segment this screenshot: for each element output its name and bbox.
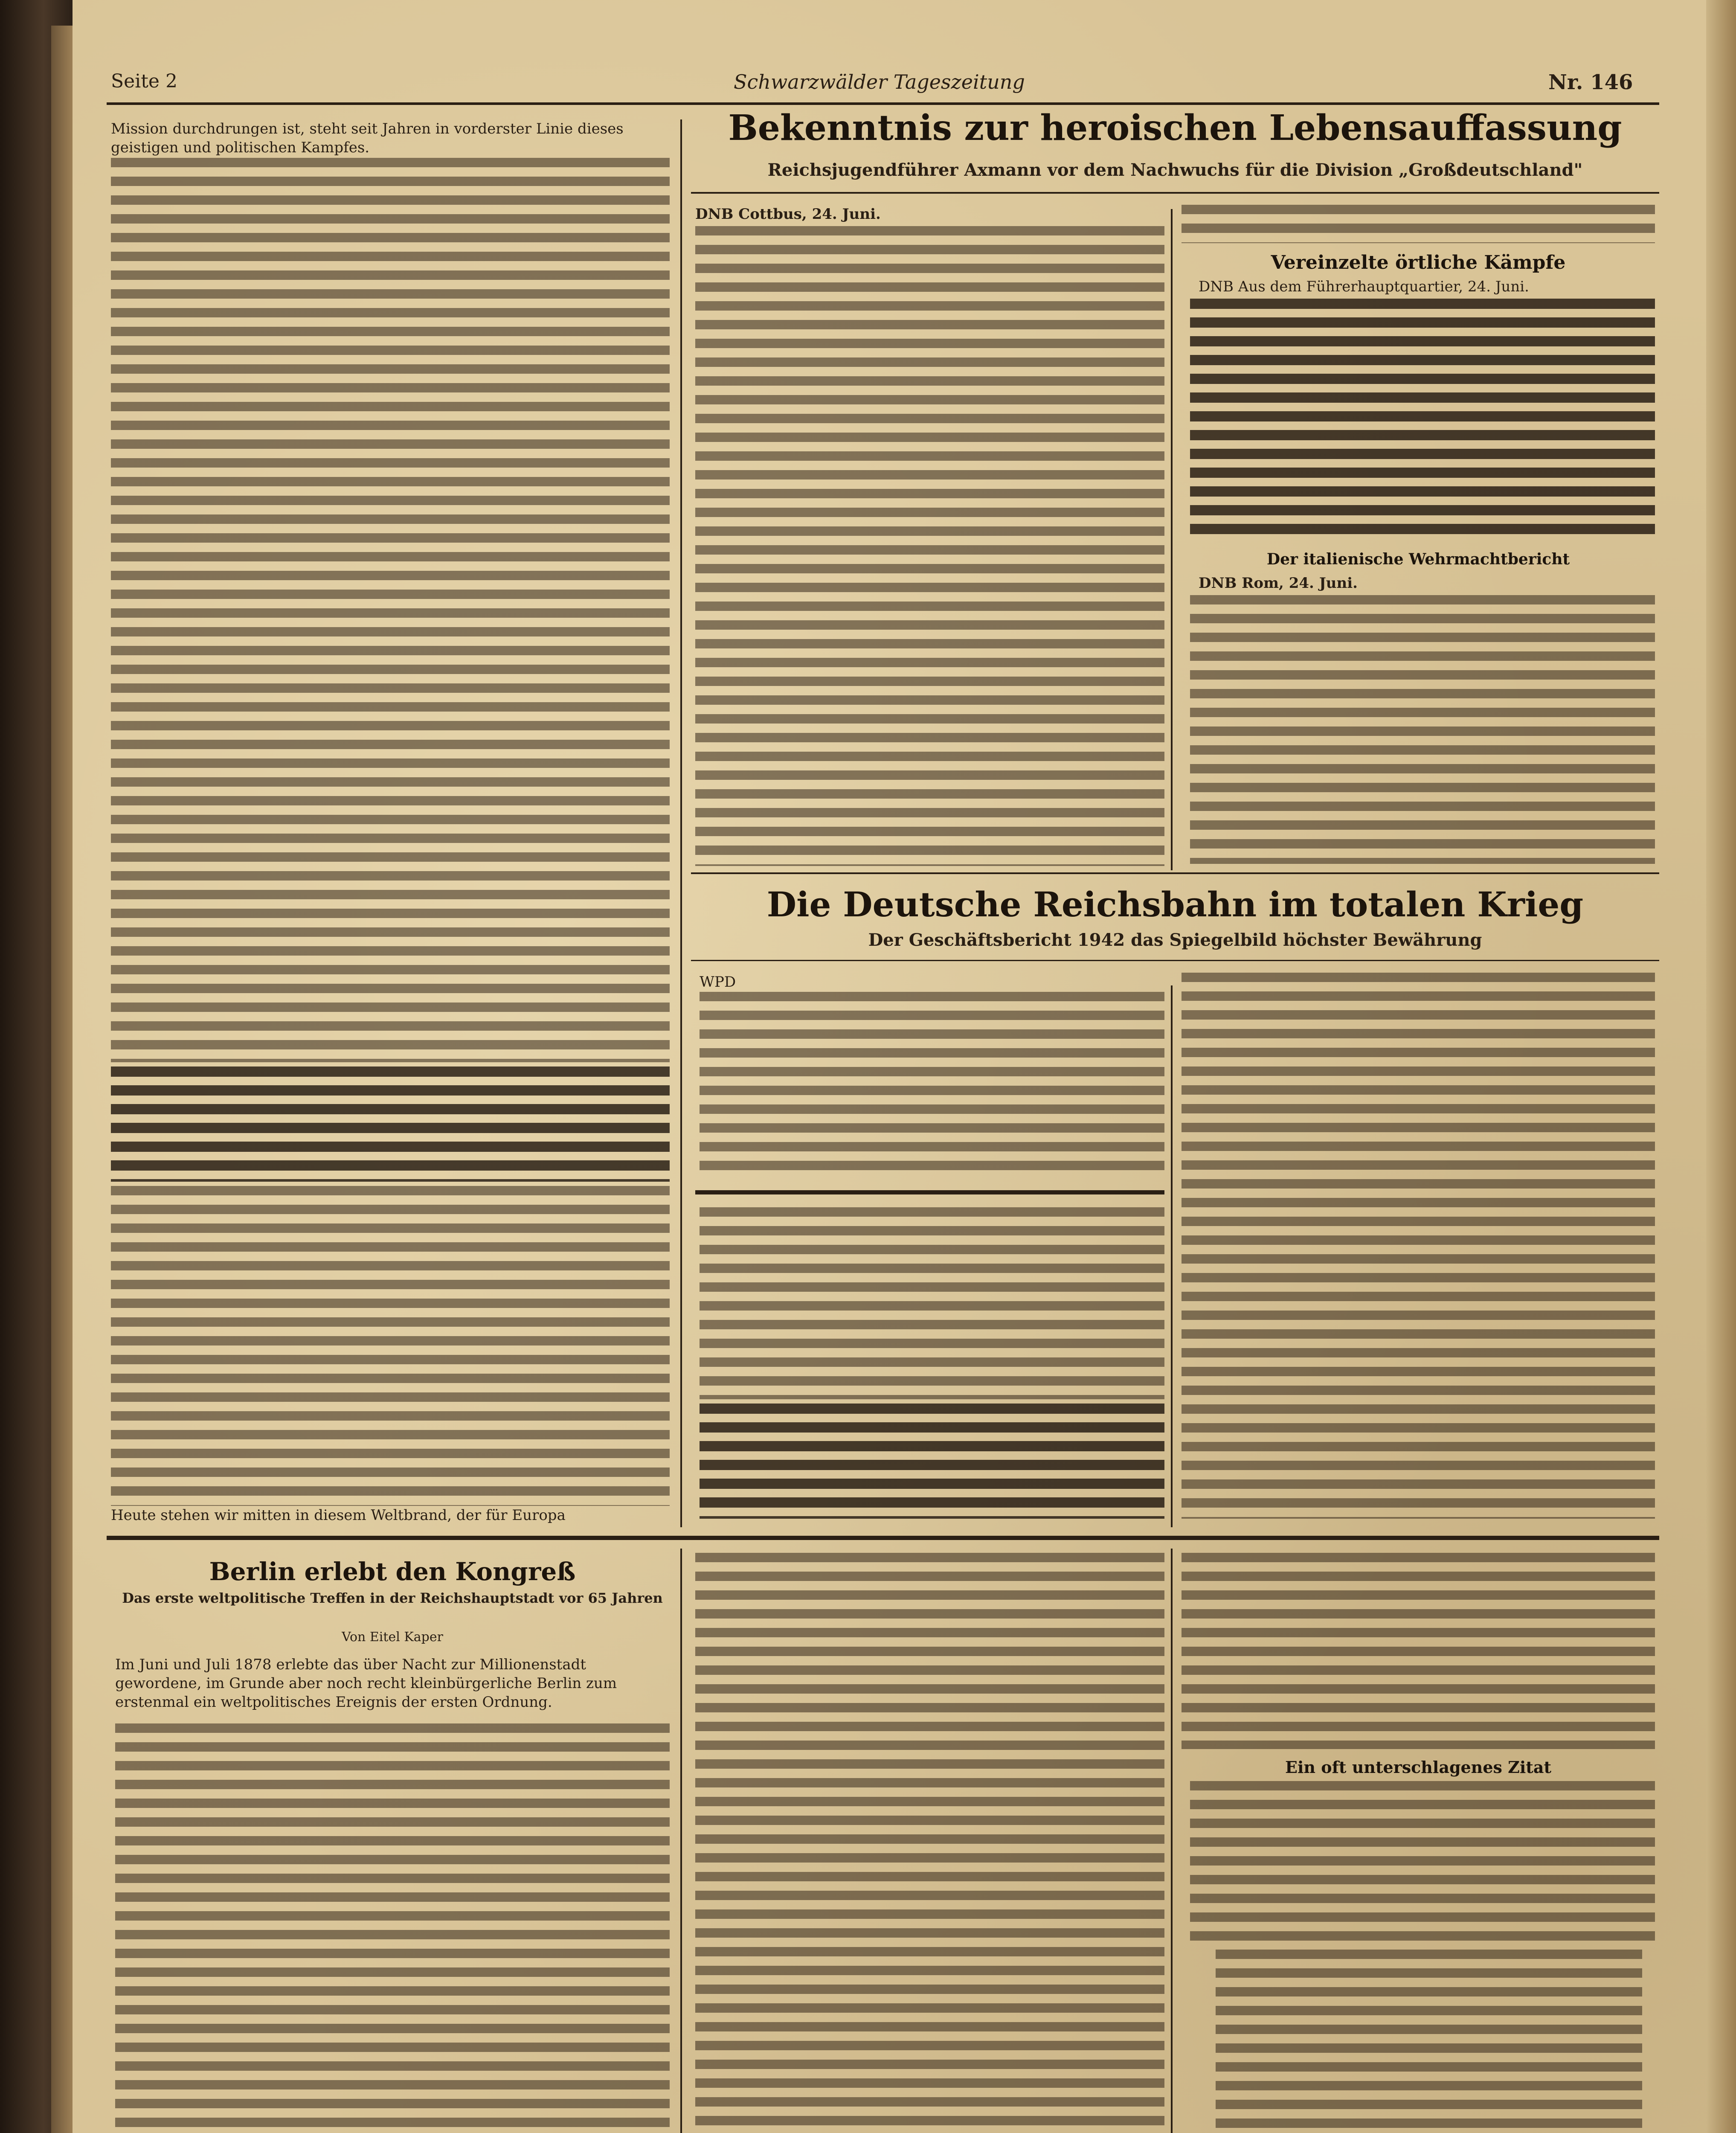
issue-number: Nr. 146 [1548,70,1633,94]
bekenntnis-continuation [1182,205,1655,243]
page-number: Seite 2 [111,70,177,92]
column-divider-bottom-2 [1171,1549,1173,2133]
dateline-italienisch: DNB Rom, 24. Juni. [1199,575,1358,592]
dateline-reichsbahn: WPD [700,974,736,991]
headline-bekenntnis: Bekenntnis zur heroischen Lebensauffassung [728,108,1622,148]
bekenntnis-rule [691,192,1659,194]
column-divider-bottom-1 [680,1549,682,2133]
reichsbahn-body-right [1182,973,1655,1519]
reichsbahn-body-mid [700,1207,1164,1399]
section-divider [107,1536,1659,1540]
newspaper-page [73,0,1736,2133]
kongress-body-left [115,1723,670,2133]
zitat-verse [1216,1950,1642,2133]
kongress-body-middle [695,1553,1164,2133]
left-column-body [111,158,670,1062]
reichsbahn-bold-passage [700,1404,1164,1519]
italienisch-body [1190,595,1655,864]
column-divider-2 [1171,209,1173,870]
zitat-body [1190,1781,1655,1943]
dateline-kaempfe: DNB Aus dem Führerhauptquartier, 24. Juni. [1199,278,1529,295]
left-column-body-2 [111,1186,670,1506]
reichsbahn-intro-body [700,992,1164,1180]
kaempfe-body [1190,299,1655,538]
adjacent-page-edge [1706,0,1736,2133]
kongress-body-right [1182,1553,1655,1749]
subheadline-kongress: Das erste weltpolitische Treffen in der Reichshauptstadt vor 65 Jahren [122,1590,663,1606]
dateline-bekenntnis: DNB Cottbus, 24. Juni. [695,206,881,223]
left-column-bold-passage [111,1066,670,1182]
subheadline-reichsbahn: Der Geschäftsbericht 1942 das Spiegelbild höchster Bewährung [868,930,1482,950]
kongress-intro: Im Juni und Juli 1878 erlebte das über Nacht zur Millionenstadt gewordene, im Grunde aber noch recht kleinbürgerliche Berlin zum erstenmal ein weltpolitisches Ereignis der ersten Ordnung. [115,1656,617,1711]
headline-kongress: Berlin erlebt den Kongreß [209,1557,576,1586]
headline-reichsbahn: Die Deutsche Reichsbahn im totalen Krieg [766,884,1584,924]
newspaper-name: Schwarzwälder Tageszeitung [734,70,1025,93]
reichsbahn-top-rule [691,872,1659,874]
reichsbahn-box-rule [695,1190,1164,1194]
subheadline-bekenntnis: Reichsjugendführer Axmann vor dem Nachwuchs für die Division „Großdeutschland" [767,160,1583,180]
left-column-opening: Mission durchdrungen ist, steht seit Jahren in vorderster Linie dieses geistigen und politischen Kampfes. [111,120,624,156]
headline-zitat: Ein oft unterschlagenes Zitat [1285,1758,1552,1777]
column-divider-3 [1171,985,1173,1527]
byline-kongress: Von Eitel Kaper [342,1630,443,1645]
bekenntnis-body [695,226,1164,866]
headline-italienisch: Der italienische Wehrmachtbericht [1266,550,1570,568]
header-rule [107,102,1659,105]
left-column-closing: Heute stehen wir mitten in diesem Weltbrand, der für Europa [111,1507,566,1524]
column-divider-1 [680,119,682,1527]
reichsbahn-sub-rule [691,960,1659,961]
headline-kaempfe: Vereinzelte örtliche Kämpfe [1271,252,1566,273]
